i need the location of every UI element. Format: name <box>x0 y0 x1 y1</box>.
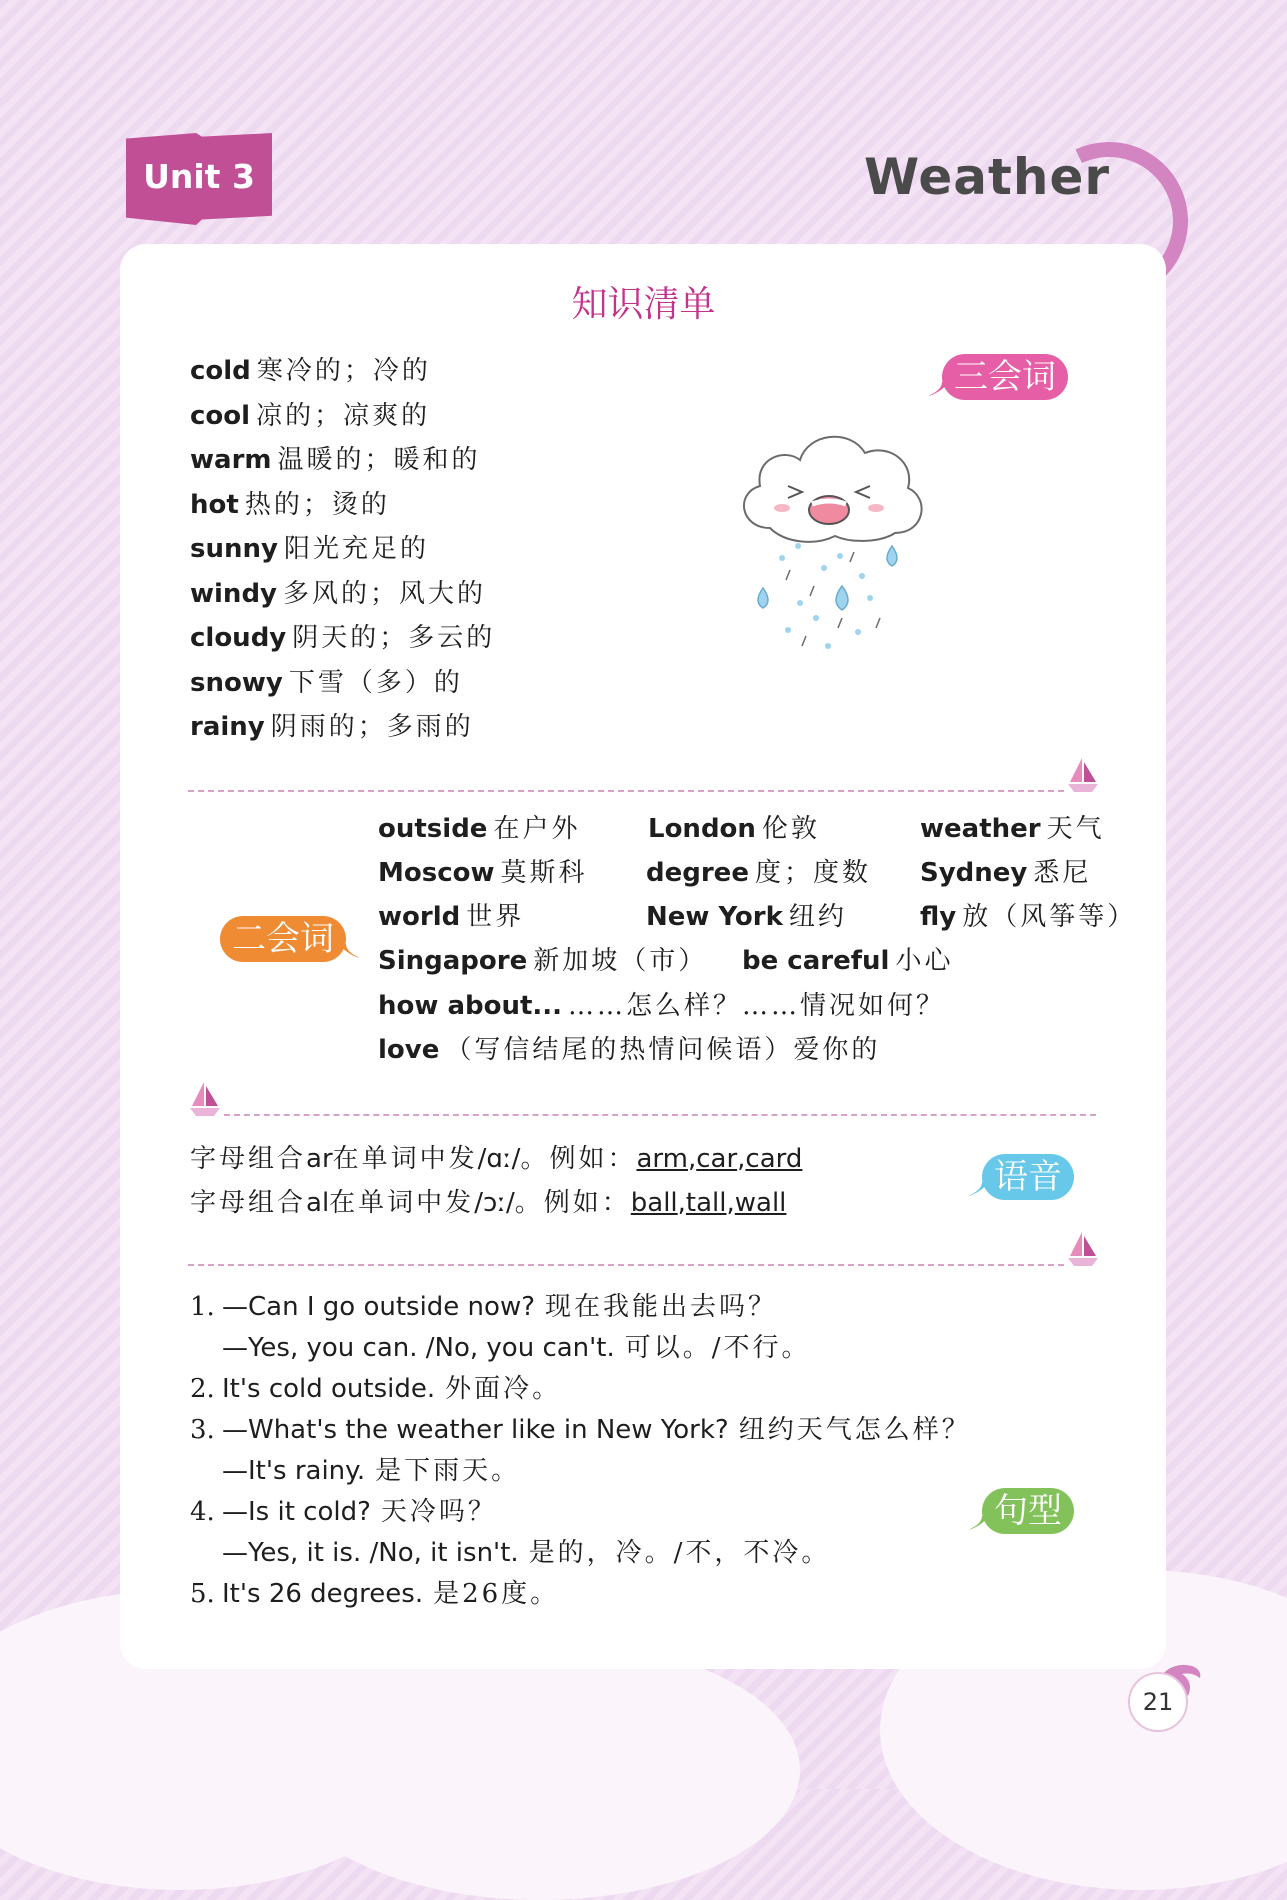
word-chinese: 热的；烫的 <box>244 489 390 520</box>
word-item <box>646 896 847 933</box>
sentence-chinese: 是下雨天。 <box>375 1456 521 1486</box>
word-chinese: 伦敦 <box>761 814 820 844</box>
tag-two-skill: 二会词 <box>220 916 346 962</box>
sentence-line <box>190 1450 520 1487</box>
word-chinese: 天气 <box>1046 814 1105 844</box>
word-english: snowy <box>190 667 283 698</box>
word-english: Singapore <box>378 946 528 976</box>
divider <box>188 790 1064 792</box>
sentence-english: It's cold outside. <box>222 1374 436 1404</box>
sentence-english: —Yes, you can. /No, you can't. <box>222 1333 615 1363</box>
word-chinese: 新加坡（市） <box>533 946 708 976</box>
sentence-english: It's 26 degrees. <box>222 1579 424 1609</box>
sentence-chinese: 可以。/不行。 <box>624 1333 811 1363</box>
phonics-prefix: 字母组合 <box>190 1144 307 1174</box>
word-item <box>190 484 390 521</box>
phonics-example-word: arm <box>636 1144 688 1174</box>
word-item <box>378 808 580 845</box>
phonics-example-word: ball <box>630 1188 678 1218</box>
word-chinese: 寒冷的；冷的 <box>256 356 431 386</box>
tag-tail-icon <box>338 944 360 958</box>
word-english: how about... <box>378 991 563 1021</box>
sailboat-icon <box>188 1080 222 1118</box>
word-chinese: 悉尼 <box>1033 858 1092 888</box>
sentence-english: —Can I go outside now? <box>222 1292 536 1322</box>
word-item <box>378 985 945 1022</box>
word-chinese: 阴雨的；多雨的 <box>270 712 474 742</box>
word-chinese: 度；度数 <box>754 858 871 888</box>
word-english: fly <box>920 902 957 932</box>
word-item <box>920 808 1105 845</box>
phonics-example-label: 。例如： <box>514 1188 631 1218</box>
word-english: cold <box>190 356 251 386</box>
word-english: New York <box>646 902 783 932</box>
word-english: warm <box>190 445 272 475</box>
phonics-example-word: tall <box>685 1188 727 1218</box>
word-english: rainy <box>190 712 265 742</box>
word-item <box>190 528 429 565</box>
word-english: sunny <box>190 534 278 564</box>
sailboat-icon <box>1066 1230 1100 1268</box>
sentence-english: —It's rainy. <box>222 1456 366 1486</box>
phonics-example-label: 。例如： <box>520 1144 637 1174</box>
divider <box>188 1264 1064 1266</box>
sentence-number: 3. <box>190 1415 215 1445</box>
phonics-example-word: card <box>745 1144 803 1174</box>
word-english: London <box>648 814 756 844</box>
word-item <box>190 350 431 387</box>
word-item <box>190 395 430 432</box>
word-chinese: （写信结尾的热情问候语）爱你的 <box>445 1035 881 1065</box>
phonics-middle: 在单词中发 <box>329 1188 475 1218</box>
word-chinese: 阴天的；多云的 <box>292 623 496 653</box>
sentence-line <box>190 1286 777 1323</box>
section-title: 知识清单 <box>571 284 716 325</box>
tag-tail-icon <box>928 382 950 396</box>
word-chinese: 世界 <box>466 902 525 932</box>
word-english: degree <box>646 858 749 888</box>
tag-three-skill: 三会词 <box>942 354 1068 400</box>
word-item <box>742 940 953 977</box>
word-chinese: 纽约 <box>788 902 847 932</box>
sentence-line <box>190 1532 830 1569</box>
phonics-example-word: car <box>696 1144 738 1174</box>
phonics-rule <box>190 1138 802 1175</box>
word-english: world <box>378 902 461 932</box>
phonics-rule <box>190 1182 786 1219</box>
sentence-line <box>190 1368 561 1405</box>
word-english: windy <box>190 578 278 609</box>
sentence-chinese: 外面冷。 <box>445 1374 562 1404</box>
word-chinese: 温暖的；暖和的 <box>277 445 481 475</box>
divider <box>224 1114 1096 1116</box>
sentence-english: —Is it cold? <box>222 1497 371 1527</box>
word-english: be careful <box>742 946 890 976</box>
word-english: Sydney <box>920 858 1028 888</box>
word-item <box>920 896 1136 933</box>
tag-sentences: 句型 <box>982 1488 1074 1534</box>
sentence-number: 4. <box>190 1497 215 1527</box>
sentence-number: 2. <box>190 1374 215 1404</box>
word-chinese: 下雪（多）的 <box>288 667 463 698</box>
word-item <box>378 1029 880 1066</box>
word-item <box>190 617 495 654</box>
sentence-chinese: 现在我能出去吗？ <box>545 1292 778 1322</box>
word-chinese: 小心 <box>895 946 954 976</box>
word-english: outside <box>378 814 488 844</box>
word-chinese: 凉的；凉爽的 <box>256 400 431 431</box>
phonics-middle: 在单词中发 <box>332 1144 478 1174</box>
sentence-english: —Yes, it is. /No, it isn't. <box>222 1538 519 1568</box>
word-item <box>190 706 474 743</box>
sentence-chinese: 是的，冷。/不，不冷。 <box>528 1538 831 1568</box>
word-chinese: ……怎么样？……情况如何？ <box>568 991 946 1021</box>
word-item <box>648 808 820 845</box>
word-english: hot <box>190 489 239 520</box>
sentence-line <box>190 1327 811 1364</box>
sentence-line <box>190 1409 971 1446</box>
word-english: love <box>378 1035 440 1065</box>
sentence-line <box>190 1491 497 1528</box>
example-separator: , <box>677 1188 686 1218</box>
word-item <box>646 852 871 889</box>
example-separator: , <box>726 1188 735 1218</box>
word-chinese: 放（风筝等） <box>962 902 1137 932</box>
word-item <box>378 896 524 933</box>
sentence-chinese: 纽约天气怎么样？ <box>738 1415 971 1445</box>
word-english: weather <box>920 814 1041 844</box>
word-chinese: 在户外 <box>493 814 581 844</box>
sentence-chinese: 天冷吗？ <box>380 1497 497 1527</box>
phonics-example-word: wall <box>734 1188 787 1218</box>
unit-label: Unit 3 <box>143 157 255 196</box>
word-chinese: 莫斯科 <box>500 858 588 888</box>
word-item <box>920 852 1091 889</box>
tag-tail-icon <box>968 1182 990 1196</box>
unit-tab <box>126 133 272 225</box>
example-separator: , <box>737 1144 746 1174</box>
phonics-ipa: /ɑː/ <box>477 1144 521 1174</box>
word-english: Moscow <box>378 858 495 888</box>
word-english: cloudy <box>190 623 287 653</box>
word-item <box>190 439 481 476</box>
word-chinese: 多风的；风大的 <box>283 578 487 609</box>
word-item <box>378 940 707 977</box>
tag-tail-icon <box>968 1516 990 1530</box>
sentence-english: —What's the weather like in New York? <box>222 1415 729 1445</box>
word-english: cool <box>190 400 251 431</box>
phonics-combo: al <box>306 1188 330 1218</box>
word-item <box>190 573 486 610</box>
page-number: 21 <box>1128 1672 1188 1732</box>
page-title: Weather <box>864 148 1111 206</box>
example-separator: , <box>687 1144 697 1174</box>
phonics-prefix: 字母组合 <box>190 1188 307 1218</box>
rain-cloud-icon <box>730 418 930 668</box>
phonics-combo: ar <box>306 1144 333 1174</box>
sentence-number: 1. <box>190 1292 215 1322</box>
word-item <box>378 852 588 889</box>
sentence-chinese: 是26度。 <box>433 1579 560 1609</box>
sentence-line <box>190 1573 559 1610</box>
background-cloud <box>280 1640 800 1900</box>
phonics-ipa: /ɔː/ <box>474 1188 515 1218</box>
word-item <box>190 662 463 699</box>
tag-phonics: 语音 <box>982 1154 1074 1200</box>
sentence-number: 5. <box>190 1579 215 1609</box>
sailboat-icon <box>1066 756 1100 794</box>
word-chinese: 阳光充足的 <box>283 534 429 564</box>
